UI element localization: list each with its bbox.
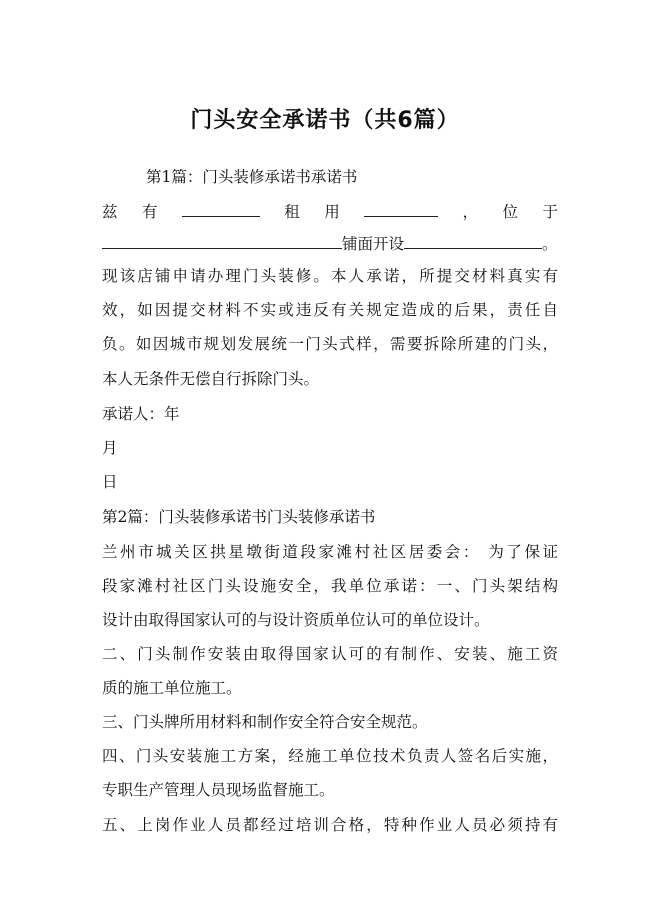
comma: ， (462, 203, 479, 221)
article-2-line: 兰州市城关区拱星墩街道段家滩村社区居委会： 为了保证 (102, 543, 558, 561)
blank-tenant (182, 215, 260, 217)
signature-line: 承诺人：年 (102, 405, 180, 423)
article-2-line: 质的施工单位施工。 (102, 679, 242, 697)
article-1-body-line: 负。如因城市规划发展统一门头式样，需要拆除所建的门头， (102, 335, 558, 353)
period: 。 (542, 235, 558, 253)
article-2-heading: 第2篇：门头装修承诺书门头装修承诺书 (102, 508, 376, 526)
article-2-line: 二、门头制作安装由取得国家认可的有制作、安装、施工资 (102, 645, 558, 663)
blank-business (404, 247, 542, 249)
article-1-body-line: 本人无条件无偿自行拆除门头。 (102, 370, 320, 388)
document-title: 门头安全承诺书（共6篇） (190, 108, 460, 133)
word-zi: 兹 (102, 203, 118, 221)
day-line: 日 (102, 473, 118, 491)
storefront-text: 铺面开设 (342, 235, 405, 253)
word-zu: 租 (284, 203, 300, 221)
article-1-heading: 第1篇：门头装修承诺书承诺书 (146, 168, 358, 186)
blank-location (102, 247, 342, 249)
article-2-line: 五、上岗作业人员都经过培训合格，特种作业人员必须持有 (102, 816, 558, 834)
fill-in-line-1 (102, 200, 558, 222)
word-yu: 于 (542, 203, 558, 221)
article-2-line: 段家滩村社区门头设施安全，我单位承诺：一、门头架结构 (102, 577, 558, 595)
article-1-body-line: 现该店铺申请办理门头装修。本人承诺，所提交材料真实有 (102, 267, 558, 285)
article-2-line: 专职生产管理人员现场监督施工。 (102, 781, 335, 799)
article-2-line: 设计由取得国家认可的与设计资质单位认可的单位设计。 (102, 611, 490, 629)
blank-rented (364, 215, 438, 217)
article-1-body-line: 效，如因提交材料不实或违反有关规定造成的后果，责任自 (102, 301, 558, 319)
fill-in-line-2 (102, 232, 558, 254)
month-line: 月 (102, 439, 118, 457)
article-2-line: 四、门头安装施工方案，经施工单位技术负责人签名后实施， (102, 747, 558, 765)
word-wei: 位 (502, 203, 519, 221)
word-you: 有 (141, 203, 158, 221)
article-2-line: 三、门头牌所用材料和制作安全符合安全规范。 (102, 713, 428, 731)
word-yong: 用 (324, 203, 340, 221)
